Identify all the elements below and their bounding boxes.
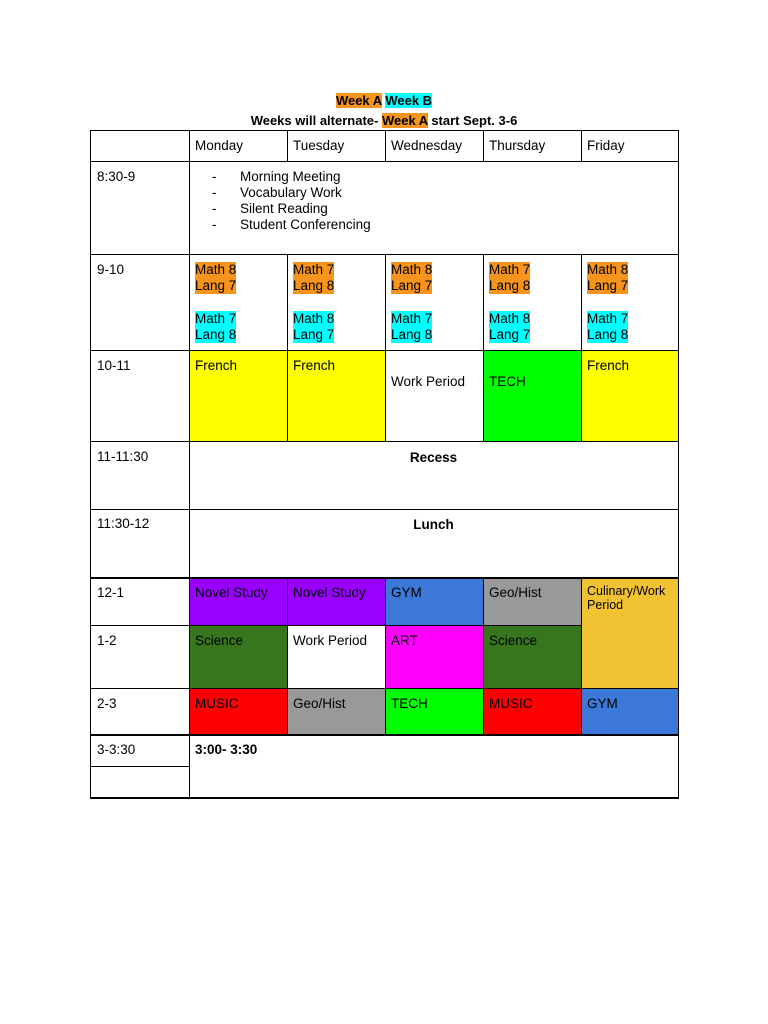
- fri-23-label: GYM: [587, 696, 618, 711]
- grid-line: [90, 161, 679, 162]
- time-label: 3-3:30: [97, 742, 136, 757]
- time-label: 8:30-9: [97, 169, 136, 184]
- week-b-class: Lang 8: [391, 327, 433, 342]
- time-label: 1-2: [97, 633, 117, 648]
- week-a-class: Math 7: [489, 262, 531, 277]
- dash-marker: -: [212, 185, 217, 200]
- grid-line: [385, 577, 386, 735]
- wed-121-label: GYM: [391, 585, 422, 600]
- mon-910-cell: [195, 262, 236, 343]
- week-b-class: Math 7: [391, 311, 433, 326]
- grid-line: [90, 441, 679, 442]
- tue-12-label: Work Period: [293, 633, 368, 648]
- week-b-class: Math 8: [293, 311, 335, 326]
- time-label: 12-1: [97, 585, 125, 600]
- morning-item-label: Silent Reading: [240, 201, 328, 216]
- week-a-class: Math 8: [587, 262, 629, 277]
- mon-121-label: Novel Study: [195, 585, 268, 600]
- grid-line: [90, 797, 679, 799]
- mon-23-label: MUSIC: [195, 696, 239, 711]
- week-b-class: Lang 8: [587, 327, 629, 342]
- time-label: 10-11: [97, 358, 131, 373]
- grid-line: [385, 130, 386, 161]
- grid-line: [385, 254, 386, 441]
- day-header-tuesday: Tuesday: [293, 138, 345, 153]
- thu-1011-bg: [483, 350, 581, 441]
- grid-line: [90, 130, 91, 798]
- grid-line: [90, 509, 679, 510]
- day-header-thursday: Thursday: [489, 138, 546, 153]
- week-b-class: Math 7: [587, 311, 629, 326]
- week-a-class: Lang 8: [293, 278, 335, 293]
- mon-12-label: Science: [195, 633, 244, 648]
- thu-12-label: Science: [489, 633, 538, 648]
- grid-line: [287, 130, 288, 161]
- grid-line: [581, 254, 582, 441]
- time-label: 2-3: [97, 696, 117, 711]
- wed-23-label: TECH: [391, 696, 428, 711]
- grid-line: [287, 254, 288, 441]
- fri-1011-label: French: [587, 358, 630, 373]
- grid-line: [581, 130, 582, 161]
- tue-1011-label: French: [293, 358, 336, 373]
- grid-line: [678, 130, 679, 798]
- week-a-class: Lang 7: [391, 278, 433, 293]
- week-b-class: Lang 8: [195, 327, 237, 342]
- week-a-label: Week A: [335, 93, 382, 108]
- grid-line: [581, 577, 582, 735]
- alternation-week-a: Week A: [381, 113, 428, 128]
- week-b-class: Lang 7: [293, 327, 335, 342]
- week-a-class: Lang 7: [587, 278, 629, 293]
- alternation-note: [0, 113, 768, 129]
- morning-item-label: Student Conferencing: [240, 217, 371, 232]
- dash-marker: -: [212, 201, 217, 216]
- end-of-day-label: 3:00- 3:30: [195, 742, 258, 757]
- week-legend: [0, 93, 768, 109]
- week-a-class: Math 8: [391, 262, 433, 277]
- alternation-prefix: Weeks will alternate-: [250, 113, 382, 128]
- week-a-class: Lang 8: [489, 278, 531, 293]
- wed-1011-label: Work Period: [391, 374, 466, 389]
- tue-121-label: Novel Study: [293, 585, 366, 600]
- tue-910-cell: [293, 262, 334, 343]
- grid-line: [483, 577, 484, 735]
- grid-line: [90, 625, 581, 626]
- morning-item: [212, 201, 371, 217]
- grid-line: [483, 130, 484, 161]
- day-header-monday: Monday: [195, 138, 244, 153]
- wed-12-label: ART: [391, 633, 418, 648]
- thu-910-cell: [489, 262, 530, 343]
- week-b-class: Math 8: [489, 311, 531, 326]
- grid-line: [90, 766, 189, 767]
- fri-910-cell: [587, 262, 628, 343]
- week-b-class: Math 7: [195, 311, 237, 326]
- morning-item: [212, 169, 371, 185]
- morning-item: [212, 217, 371, 233]
- fri-culinary-label: Culinary/Work Period: [587, 584, 666, 612]
- recess-label: Recess: [409, 450, 458, 465]
- grid-line: [287, 577, 288, 735]
- grid-line: [483, 254, 484, 441]
- alternation-suffix: start Sept. 3-6: [427, 113, 518, 128]
- morning-list: [212, 169, 371, 233]
- time-label: 11:30-12: [97, 516, 150, 531]
- thu-121-label: Geo/Hist: [489, 585, 542, 600]
- dash-marker: -: [212, 217, 217, 232]
- time-label: 9-10: [97, 262, 125, 277]
- mon-1011-label: French: [195, 358, 238, 373]
- dash-marker: -: [212, 169, 217, 184]
- wed-910-cell: [391, 262, 432, 343]
- day-header-wednesday: Wednesday: [391, 138, 463, 153]
- day-header-friday: Friday: [587, 138, 625, 153]
- thu-1011-label: TECH: [489, 374, 526, 389]
- week-a-class: Lang 7: [195, 278, 237, 293]
- week-b-label: Week B: [385, 93, 433, 108]
- thu-23-label: MUSIC: [489, 696, 533, 711]
- morning-item-label: Morning Meeting: [240, 169, 341, 184]
- week-a-class: Math 7: [293, 262, 335, 277]
- lunch-label: Lunch: [413, 517, 454, 532]
- tue-23-label: Geo/Hist: [293, 696, 346, 711]
- week-b-class: Lang 7: [489, 327, 531, 342]
- morning-item-label: Vocabulary Work: [240, 185, 342, 200]
- time-label: 11-11:30: [97, 449, 149, 464]
- morning-item: [212, 185, 371, 201]
- week-a-class: Math 8: [195, 262, 237, 277]
